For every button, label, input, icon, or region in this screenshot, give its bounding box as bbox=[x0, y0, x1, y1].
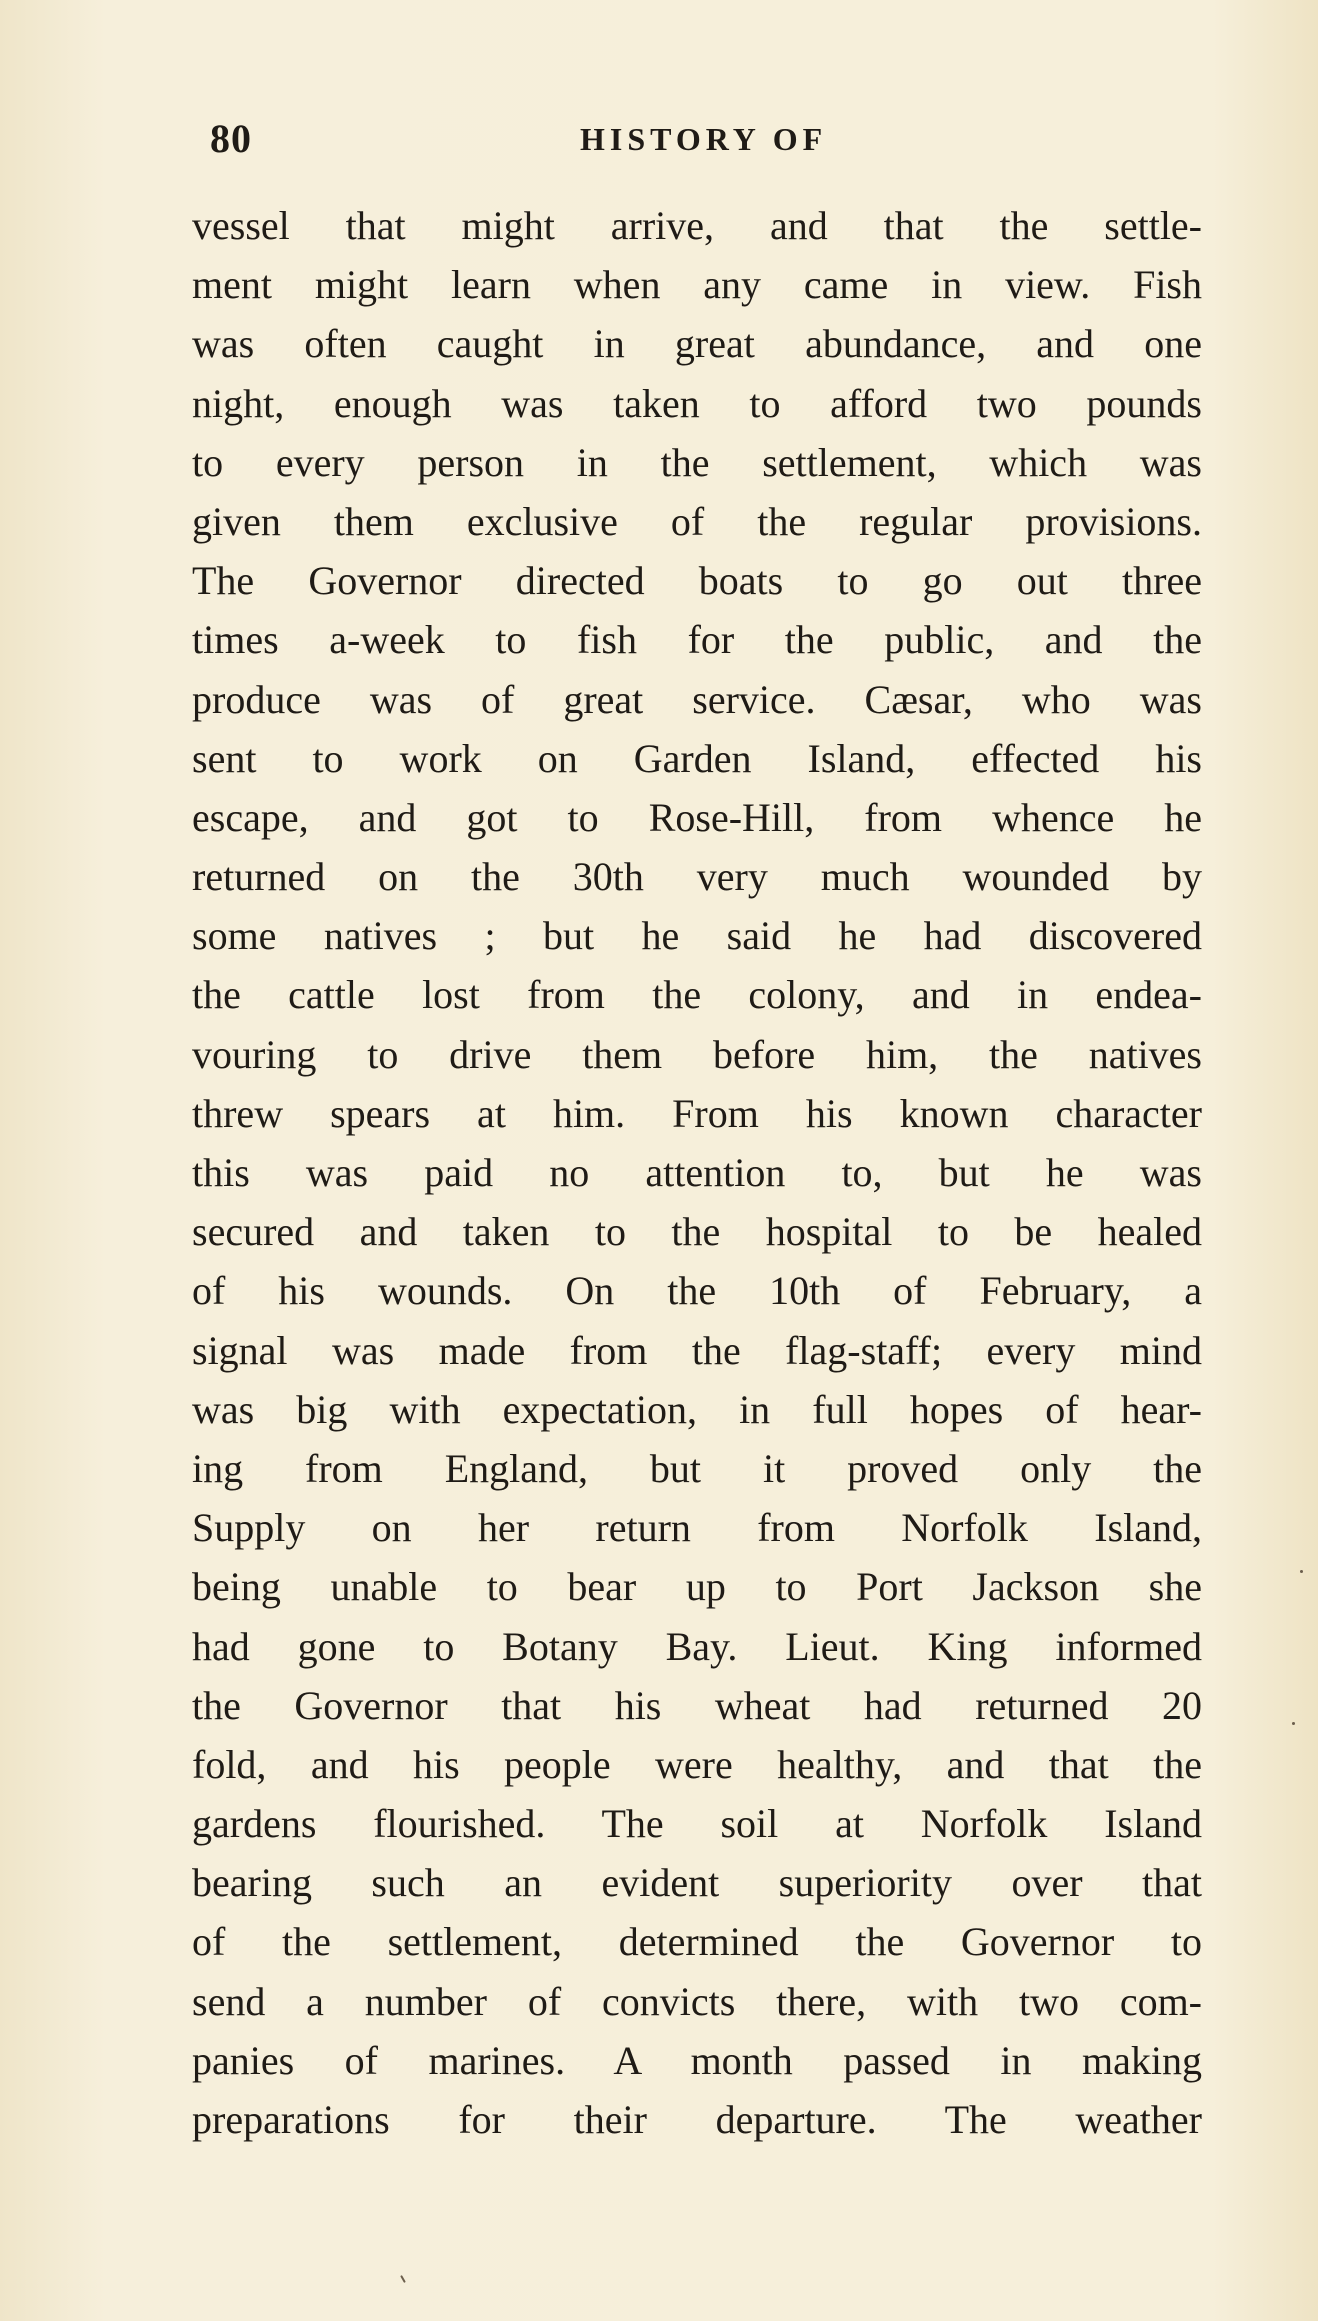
text-line: had gone to Botany Bay. Lieut. King informed bbox=[192, 1623, 1202, 1669]
page-header bbox=[210, 115, 1160, 167]
text-line: ing from England, but it proved only the bbox=[192, 1445, 1202, 1491]
text-line: returned on the 30th very much wounded by bbox=[192, 854, 1202, 900]
text-line: some natives ; but he said he had discovered bbox=[192, 913, 1202, 959]
text-line: produce was of great service. Cæsar, who was bbox=[192, 676, 1202, 722]
page-number: 80 bbox=[210, 116, 252, 161]
text-line: bearing such an evident superiority over that bbox=[192, 1860, 1202, 1906]
text-line: Supply on her return from Norfolk Island, bbox=[192, 1505, 1202, 1551]
running-head: HISTORY OF bbox=[580, 121, 828, 157]
text-line: the cattle lost from the colony, and in endea- bbox=[192, 972, 1202, 1018]
text-line: times a-week to fish for the public, and the bbox=[192, 617, 1202, 663]
paper-speck bbox=[400, 2275, 406, 2283]
text-line: was often caught in great abundance, and one bbox=[192, 321, 1202, 367]
text-line: sent to work on Garden Island, effected his bbox=[192, 735, 1202, 781]
text-line: send a number of convicts there, with two com- bbox=[192, 1978, 1202, 2024]
text-line: this was paid no attention to, but he was bbox=[192, 1150, 1202, 1195]
text-line: given them exclusive of the regular provisions. bbox=[192, 498, 1202, 544]
text-line: panies of marines. A month passed in making bbox=[192, 2037, 1202, 2083]
text-line: being unable to bear up to Port Jackson she bbox=[192, 1564, 1202, 1610]
text-line: fold, and his people were healthy, and that the bbox=[192, 1741, 1202, 1787]
text-line: to every person in the settlement, which was bbox=[192, 439, 1202, 485]
text-line: gardens flourished. The soil at Norfolk Island bbox=[192, 1801, 1202, 1847]
text-line: of the settlement, determined the Governor to bbox=[192, 1919, 1202, 1965]
text-line: was big with expectation, in full hopes of hear- bbox=[192, 1386, 1202, 1432]
text-line: secured and taken to the hospital to be healed bbox=[192, 1209, 1202, 1255]
text-line: threw spears at him. From his known character bbox=[192, 1090, 1202, 1136]
text-line: night, enough was taken to afford two pounds bbox=[192, 380, 1202, 426]
text-line: escape, and got to Rose-Hill, from whence he bbox=[192, 794, 1202, 840]
text-line: of his wounds. On the 10th of February, a bbox=[192, 1268, 1202, 1314]
paper-speck bbox=[1300, 1570, 1303, 1573]
body-text bbox=[192, 196, 1202, 2149]
text-line: the Governor that his wheat had returned 20 bbox=[192, 1682, 1202, 1728]
text-line: vessel that might arrive, and that the settle- bbox=[192, 203, 1202, 248]
text-line: signal was made from the flag-staff; every mind bbox=[192, 1327, 1202, 1373]
text-line: The Governor directed boats to go out three bbox=[192, 558, 1202, 604]
text-line: vouring to drive them before him, the natives bbox=[192, 1031, 1202, 1077]
paper-speck bbox=[1292, 1722, 1295, 1725]
text-line: preparations for their departure. The weather bbox=[192, 2097, 1202, 2142]
text-line: ment might learn when any came in view. Fish bbox=[192, 262, 1202, 308]
